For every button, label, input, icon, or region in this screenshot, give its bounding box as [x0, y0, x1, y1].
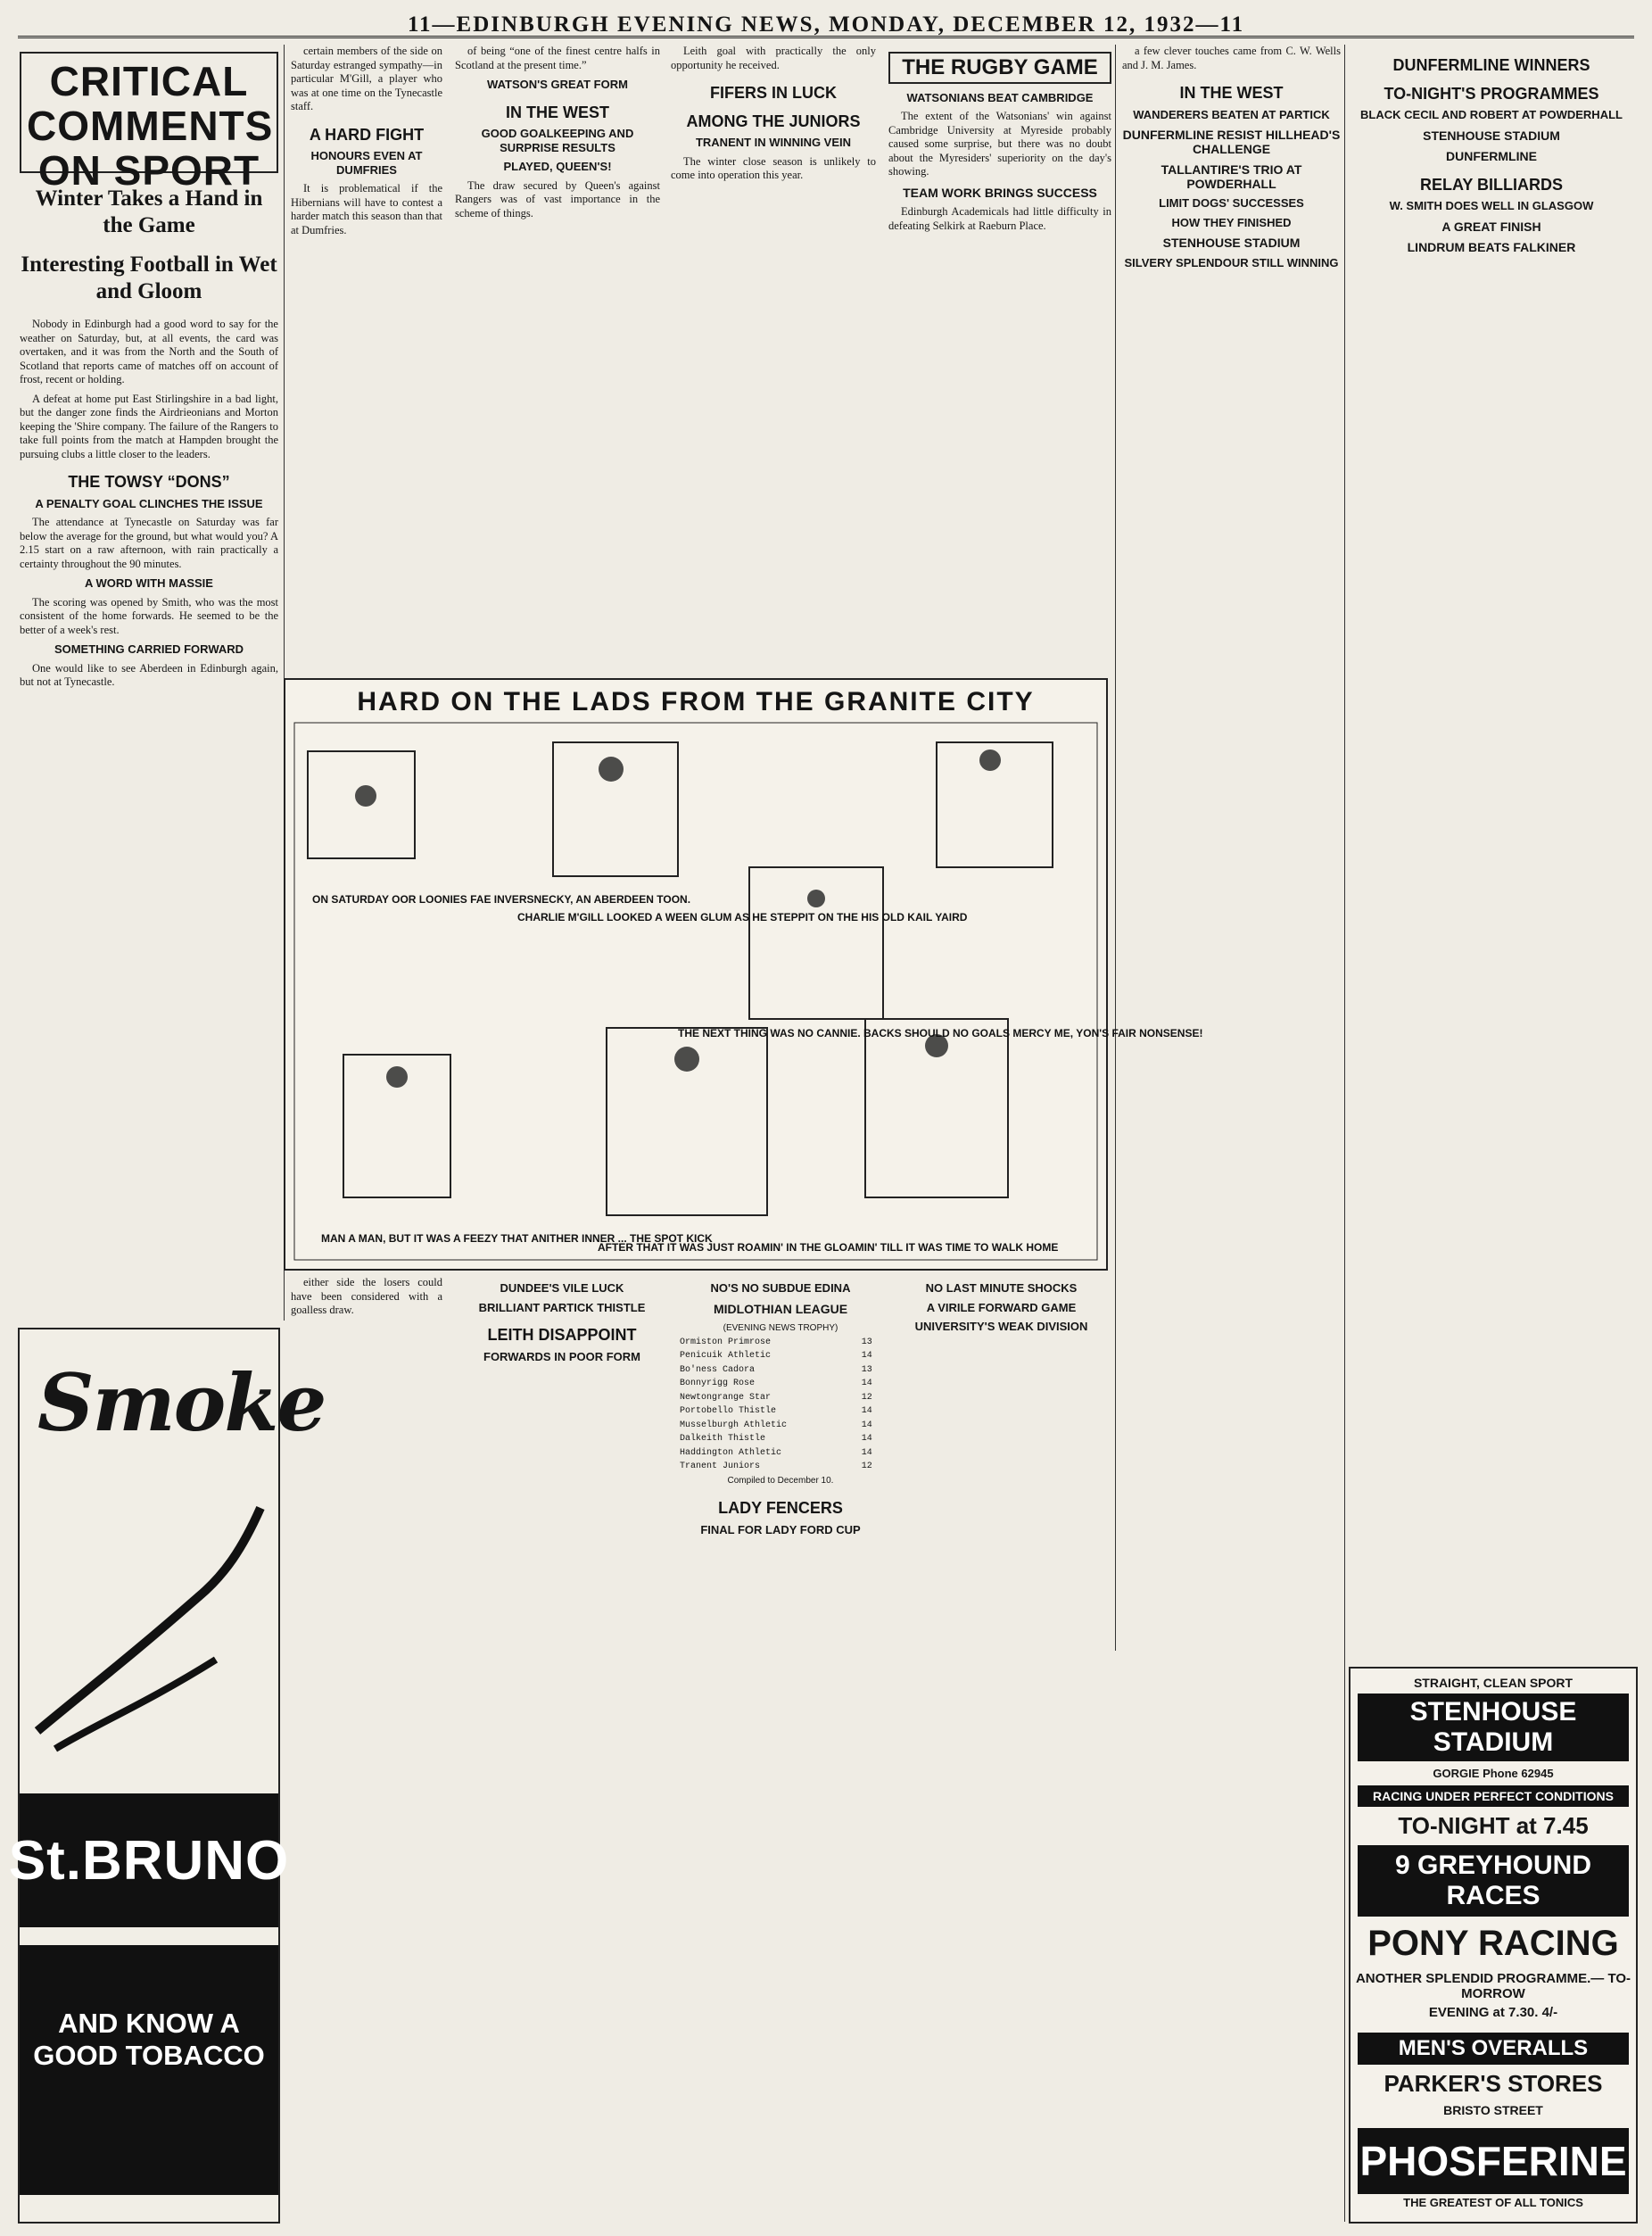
column-two	[291, 45, 442, 669]
teamwork-heading: TEAM WORK BRINGS SUCCESS	[903, 185, 1097, 200]
winners-heading: DUNFERMLINE WINNERS	[1392, 56, 1590, 74]
rugby-heading: THE RUGBY GAME	[888, 52, 1111, 84]
stenhouse-heading: STENHOUSE STADIUM	[1423, 128, 1560, 143]
cartoon-caption: CHARLIE M'GILL LOOKED A WEEN GLUM AS HE STEPPIT ON THE HIS OLD KAIL YAIRD	[517, 911, 968, 923]
article-paragraph: A defeat at home put East Stirlingshire in a bad light, but the danger zone finds the Airdrieonians and Morton keeping the 'Shire company. The failure of the Rangers to take full points from the match at Hampden brought the pursuing clubs a little closer to the leaders.	[20, 392, 278, 460]
table-row: Musselburgh Athletic 14	[680, 1420, 872, 1430]
article-paragraph: of being “one of the finest centre halfs in Scotland at the present time.”	[455, 45, 660, 71]
fifers-heading: FIFERS IN LUCK	[710, 84, 837, 102]
mens-line: MEN'S OVERALLS	[1358, 2033, 1629, 2065]
smoke-wordmark: Smoke	[37, 1356, 326, 1449]
column-six	[1122, 45, 1341, 2213]
straight-line: STRAIGHT, CLEAN SPORT	[1413, 1676, 1574, 1690]
evening-line: EVENING at 7.30. 4/-	[1428, 2005, 1558, 2020]
weak-subheading: UNIVERSITY'S WEAK DIVISION	[914, 1320, 1088, 1333]
something-subheading: SOMETHING CARRIED FORWARD	[54, 642, 244, 656]
column-three	[455, 45, 660, 669]
tranent-subheading: TRANENT IN WINNING VEIN	[695, 136, 852, 149]
watsonians-subheading: WATSONIANS BEAT CAMBRIDGE	[906, 90, 1094, 104]
table-row: Bo'ness Cadora 13	[680, 1364, 872, 1375]
cartoon-caption: MAN A MAN, BUT IT WAS A FEEZY THAT ANITHER INNER ... THE SPOT KICK	[321, 1232, 713, 1245]
leith-heading: LEITH DISAPPOINT	[487, 1326, 637, 1344]
midlothian-table	[678, 1336, 883, 1474]
wanderers-subheading: WANDERERS BEATEN AT PARTICK	[1133, 107, 1330, 121]
stadium-title: STENHOUSE STADIUM	[1358, 1694, 1629, 1761]
tonic-line: THE GREATEST OF ALL TONICS	[1403, 2196, 1583, 2209]
cartoon	[284, 678, 1203, 1271]
table-row: Bonnyrigg Rose 14	[680, 1379, 872, 1388]
column-four	[671, 45, 876, 669]
article-paragraph: The attendance at Tynecastle on Saturday was far below the average for the ground, but what would you? A 2.15 start on a raw afternoon, with rain practically a certainty throughout the 90 minutes.	[20, 516, 278, 570]
table-row: Penicuik Athletic 14	[680, 1351, 872, 1361]
table-row: Tranent Juniors 12	[680, 1462, 872, 1471]
juniors-heading: AMONG THE JUNIORS	[686, 112, 861, 130]
good-subheading: GOOD GOALKEEPING AND SURPRISE RESULTS	[481, 127, 634, 154]
played-subheading: PLAYED, QUEEN'S!	[503, 160, 612, 173]
column-five	[888, 45, 1111, 669]
bruno-banner: St.BRUNO	[20, 1793, 278, 1927]
racing-line: RACING UNDER PERFECT CONDITIONS	[1358, 1785, 1629, 1807]
cartoon-title: HARD ON THE LADS FROM THE GRANITE CITY	[357, 687, 1035, 716]
midlothian-subtitle: (EVENING NEWS TROPHY)	[723, 1323, 838, 1333]
table-row: Portobello Thistle 14	[680, 1406, 872, 1416]
cartoon-illustration	[285, 680, 1203, 1269]
article-paragraph: Edinburgh Academicals had little difficulty in defeating Selkirk at Raeburn Place.	[888, 205, 1111, 232]
stadium-ad	[1349, 1667, 1638, 2224]
winter-heading: Winter Takes a Hand in the Game	[35, 186, 263, 237]
tonight-line: TO-NIGHT at 7.45	[1398, 1812, 1589, 1839]
cartoon-caption: THE NEXT THING WAS NO CANNIE. BACKS SHOULD NO GOALS MERCY ME, YON'S FAIR NONSENSE!	[678, 1027, 1203, 1039]
parker-line: PARKER'S STORES	[1384, 2070, 1603, 2097]
table-row: Haddington Athletic 14	[680, 1447, 872, 1458]
vigor-subheading: A VIRILE FORWARD GAME	[926, 1300, 1077, 1314]
table-row: Dalkeith Thistle 14	[680, 1434, 872, 1444]
column-seven	[1351, 45, 1632, 1660]
interesting-heading: Interesting Football in Wet and Gloom	[21, 253, 277, 303]
honours-subheading: HONOURS EVEN AT DUMFRIES	[310, 149, 423, 177]
masthead: 11—EDINBURGH EVENING NEWS, MONDAY, DECEMBER 12, 1932—11	[18, 12, 1634, 38]
black-subheading: BLACK CECIL AND ROBERT AT POWDERHALL	[1360, 108, 1623, 121]
article-paragraph: It is problematical if the Hibernians will have to contest a harder match this season than that at Dumfries.	[291, 182, 442, 236]
bottom-col3	[455, 1276, 669, 2204]
cartoon-caption: AFTER THAT IT WAS JUST ROAMIN' IN THE GLOAMIN' TILL IT WAS TIME TO WALK HOME	[598, 1241, 1059, 1254]
critical-comments-title: CRITICAL COMMENTS ON SPORT	[27, 58, 274, 194]
gorgie-line	[1356, 1767, 1631, 1780]
know-banner: AND KNOW A GOOD TOBACCO	[20, 1945, 278, 2195]
bristo-line: BRISTO STREET	[1443, 2103, 1543, 2117]
silvery-subheading: SILVERY SPLENDOUR STILL WINNING	[1124, 255, 1339, 269]
tallantire-heading: TALLANTIRE'S TRIO AT POWDERHALL	[1161, 162, 1302, 191]
programmes-heading: TO-NIGHT'S PROGRAMMES	[1384, 84, 1599, 103]
dunfermline-heading: DUNFERMLINE RESIST HILLHEAD'S CHALLENGE	[1122, 128, 1341, 156]
bottom-col5	[892, 1276, 1111, 2204]
bottom-col4	[678, 1276, 883, 2204]
article-paragraph: The extent of the Watsonians' win against Cambridge University at Myreside probably caused some surprise, but there was no doubt about the Myresiders' superiority on the day's showing.	[888, 110, 1111, 178]
towsy-heading: THE TOWSY “DONS”	[68, 473, 230, 491]
lady-heading: LADY FENCERS	[718, 1499, 843, 1517]
dunfermline-heading: DUNFERMLINE	[1446, 149, 1537, 163]
smoke-icon	[20, 1463, 278, 1776]
column-rule	[1115, 45, 1116, 1651]
article-paragraph: The winter close season is unlikely to come into operation this year.	[671, 154, 876, 181]
gorgie-text: GORGIE	[1433, 1767, 1480, 1780]
word-subheading: A WORD WITH MASSIE	[85, 576, 213, 590]
cartoon-caption: ON SATURDAY OOR LOONIES FAE INVERSNECKY, AN ABERDEEN TOON.	[312, 893, 691, 906]
article-paragraph: The scoring was opened by Smith, who was the most consistent of the home forwards. He seemed to be the better of a week's rest.	[20, 595, 278, 636]
how-subheading: HOW THEY FINISHED	[1171, 215, 1292, 229]
final-subheading: FINAL FOR LADY FORD CUP	[700, 1522, 861, 1536]
table-row: Ormiston Primrose 13	[680, 1337, 872, 1347]
hard-fight-heading: A HARD FIGHT	[309, 125, 425, 144]
phone-text: Phone 62945	[1483, 1767, 1554, 1780]
article-paragraph: either side the losers could have been considered with a goalless draw.	[291, 1276, 442, 1316]
greyhound-line: 9 GREYHOUND RACES	[1358, 1845, 1629, 1917]
another-line: ANOTHER SPLENDID PROGRAMME.— TO-MORROW	[1355, 1971, 1631, 2001]
article-paragraph: certain members of the side on Saturday estranged sympathy—in particular M'Gill, a player who was at one time on the Tynecastle staff.	[291, 45, 442, 112]
st-bruno-ad	[8, 1328, 326, 2224]
phosferine-line: PHOSFERINE	[1358, 2128, 1629, 2194]
finish-heading: A GREAT FINISH	[1441, 219, 1541, 234]
forwards-subheading: FORWARDS IN POOR FORM	[483, 1349, 640, 1363]
article-paragraph: a few clever touches came from C. W. Wells and J. M. James.	[1122, 45, 1341, 71]
stenhouse-heading: STENHOUSE STADIUM	[1162, 236, 1301, 250]
limit-subheading: LIMIT DOGS' SUCCESSES	[1159, 196, 1304, 210]
article-paragraph: Nobody in Edinburgh had a good word to say for the weather on Saturday, but, at all events, the card was overtaken, and it was from the North and the South of Scotland that reports came of matches off on account of frost, recent or holding.	[20, 318, 278, 385]
watson-subheading: WATSON'S GREAT FORM	[487, 78, 628, 91]
article-paragraph: One would like to see Aberdeen in Edinburgh again, but not at Tynecastle.	[20, 661, 278, 688]
penalty-subheading: A PENALTY GOAL CLINCHES THE ISSUE	[35, 496, 263, 510]
brilliant-subheading: BRILLIANT PARTICK THISTLE	[478, 1300, 646, 1314]
table-row: Newtongrange Star 12	[680, 1392, 872, 1403]
nosnes-subheading: NO'S NO SUBDUE EDINA	[710, 1281, 851, 1295]
column-rule	[1344, 45, 1345, 2222]
dundee-subheading: DUNDEE'S VILE LUCK	[500, 1281, 624, 1295]
west-heading: IN THE WEST	[506, 103, 609, 121]
relay-heading: RELAY BILLIARDS	[1419, 175, 1564, 194]
left-column	[20, 45, 278, 1303]
article-paragraph: The draw secured by Queen's against Rangers was of vast importance in the scheme of things.	[455, 178, 660, 219]
compiled-note: Compiled to December 10.	[727, 1475, 834, 1486]
midlothian-heading: MIDLOTHIAN LEAGUE	[713, 1301, 848, 1316]
west-heading: IN THE WEST	[1179, 84, 1284, 102]
shocks-subheading: NO LAST MINUTE SHOCKS	[925, 1281, 1078, 1295]
pony-line: PONY RACING	[1367, 1924, 1619, 1963]
smith-subheading: W. SMITH DOES WELL IN GLASGOW	[1389, 199, 1594, 212]
lindrum-heading: LINDRUM BEATS FALKINER	[1407, 240, 1576, 254]
article-paragraph: Leith goal with practically the only opportunity he received.	[671, 45, 876, 71]
